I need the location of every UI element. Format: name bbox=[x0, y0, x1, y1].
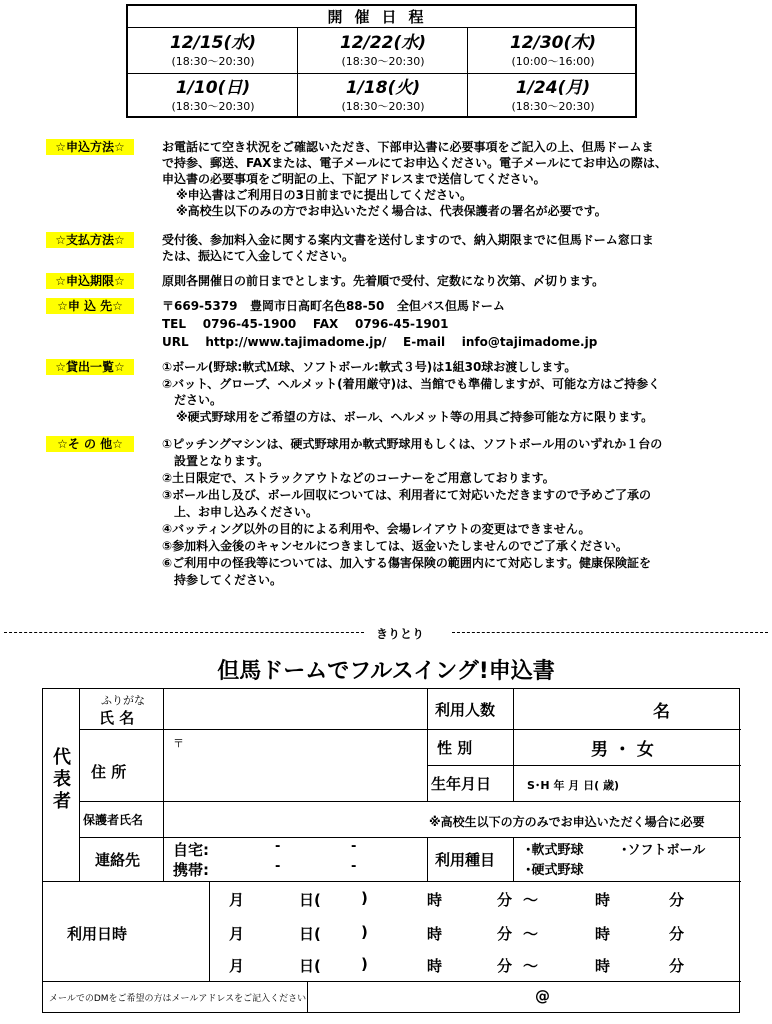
email-note: メールでのDMをご希望の方はメールアドレスをご記入ください bbox=[49, 994, 307, 1004]
apply-method-note: ※高校生以下のみの方でお申込いただく場合は、代表保護者の署名が必要です。 bbox=[176, 204, 607, 218]
schedule-time: (18:30〜20:30) bbox=[171, 55, 255, 68]
guardian-note: ※高校生以下の方のみでお申込いただく場合に必要 bbox=[429, 815, 705, 829]
grid-line bbox=[79, 801, 741, 802]
schedule-cell bbox=[468, 29, 638, 74]
schedule-time: (18:30〜20:30) bbox=[511, 100, 595, 113]
schedule-title: 開催日程 bbox=[128, 6, 635, 28]
other-line: ①ピッチングマシンは、硬式野球用か軟式野球用もしくは、ソフトボール用のいずれか１台の bbox=[162, 437, 663, 451]
hour-label: 時 bbox=[427, 957, 443, 975]
grid-line bbox=[163, 689, 164, 881]
name-label: 氏 名 bbox=[99, 709, 135, 727]
phone-dash: - bbox=[351, 859, 357, 874]
tilde: 〜 bbox=[523, 925, 539, 943]
grid-line bbox=[427, 837, 428, 881]
hour-label: 時 bbox=[427, 891, 443, 909]
schedule-date: 1/10(日) bbox=[175, 78, 251, 98]
schedule-cell bbox=[298, 29, 468, 74]
rental-line: ださい。 bbox=[174, 393, 223, 407]
grid-line bbox=[79, 729, 427, 730]
address-label: 住 所 bbox=[91, 763, 127, 781]
payment-line: 受付後、参加料入金に関する案内文書を送付しますので、納入期限までに但馬ドーム窓口ま bbox=[162, 233, 654, 247]
schedule-time: (10:00〜16:00) bbox=[511, 55, 595, 68]
other-line: ⑥ご利用中の怪我等については、加入する傷害保険の範囲内にて対応します。健康保険証を bbox=[162, 556, 651, 570]
minute-label: 分 bbox=[497, 925, 513, 943]
schedule-time: (18:30〜20:30) bbox=[341, 100, 425, 113]
payment-line: たは、振込にて入金してください。 bbox=[162, 249, 355, 263]
month-label: 月 bbox=[229, 957, 245, 975]
hour-label: 時 bbox=[427, 925, 443, 943]
minute-label: 分 bbox=[497, 957, 513, 975]
schedule-date: 1/24(月) bbox=[515, 78, 591, 98]
gender-label: 性 別 bbox=[437, 739, 473, 757]
hour-label: 時 bbox=[595, 891, 611, 909]
phone-dash: - bbox=[275, 839, 281, 854]
at-mark: @ bbox=[535, 987, 550, 1005]
minute-label: 分 bbox=[669, 925, 685, 943]
phone-dash: - bbox=[275, 859, 281, 874]
grid-line bbox=[513, 689, 514, 801]
paren-close: ) bbox=[361, 923, 368, 941]
schedule-time: (18:30〜20:30) bbox=[341, 55, 425, 68]
deadline-label: ☆申込期限☆ bbox=[46, 273, 134, 289]
furigana-label: ふりがな bbox=[101, 694, 145, 707]
rental-line: ①ボール(野球:軟式Ｍ球、ソフトボール:軟式３号)は1組30球お渡しします。 bbox=[162, 360, 577, 374]
grid-line bbox=[209, 881, 210, 981]
month-label: 月 bbox=[229, 891, 245, 909]
grid-line bbox=[43, 981, 741, 982]
home-phone-label: 自宅: bbox=[173, 841, 209, 859]
other-label: ☆そ の 他☆ bbox=[46, 436, 134, 452]
other-line: ②土日限定で、ストラックアウトなどのコーナーをご用意しております。 bbox=[162, 471, 555, 485]
contact-label: 連絡先 bbox=[95, 851, 141, 869]
apply-method-line: お電話にて空き状況をご確認いただき、下部申込書に必要事項をご記入の上、但馬ドームま bbox=[162, 140, 654, 154]
day-label: 日( bbox=[299, 925, 321, 943]
num-users-label: 利用人数 bbox=[435, 701, 496, 719]
grid-line bbox=[43, 881, 741, 882]
other-line: 持参してください。 bbox=[174, 573, 283, 587]
schedule-cell bbox=[128, 74, 298, 119]
other-line: ④バッティング以外の目的による利用や、会場レイアウトの変更はできません。 bbox=[162, 522, 591, 536]
deadline-line: 原則各開催日の前日までとします。先着順で受付、定数になり次第、〆切ります。 bbox=[162, 274, 605, 288]
postal-mark: 〒 bbox=[173, 737, 184, 750]
form-title: 但馬ドームでフルスイング!申込書 bbox=[217, 659, 555, 684]
people-unit: 名 bbox=[653, 702, 670, 722]
paren-close: ) bbox=[361, 889, 368, 907]
use-type-label: 利用種目 bbox=[435, 851, 496, 869]
day-label: 日( bbox=[299, 957, 321, 975]
minute-label: 分 bbox=[669, 957, 685, 975]
tilde: 〜 bbox=[523, 891, 539, 909]
grid-line bbox=[513, 837, 514, 881]
minute-label: 分 bbox=[669, 891, 685, 909]
other-line: ⑤参加料入金後のキャンセルにつきましては、返金いたしませんのでご了承ください。 bbox=[162, 539, 628, 553]
rental-label: ☆貸出一覧☆ bbox=[46, 359, 134, 375]
other-line: 設置となります。 bbox=[174, 454, 270, 468]
contact-line: TEL 0796-45-1900 FAX 0796-45-1901 bbox=[162, 317, 449, 331]
apply-method-line: 申込書の必要事項をご明記の上、下記アドレスまで送信してください。 bbox=[162, 172, 546, 186]
tilde: 〜 bbox=[523, 957, 539, 975]
payment-label: ☆支払方法☆ bbox=[46, 232, 134, 248]
day-label: 日( bbox=[299, 891, 321, 909]
minute-label: 分 bbox=[497, 891, 513, 909]
grid-line bbox=[307, 981, 308, 1013]
cut-line bbox=[4, 632, 364, 633]
birthday-label: 生年月日 bbox=[431, 775, 492, 793]
grid-line bbox=[79, 837, 741, 838]
application-form bbox=[42, 688, 740, 1013]
use-type-option: ･ソフトボール bbox=[621, 843, 706, 858]
mobile-phone-label: 携帯: bbox=[173, 861, 209, 879]
apply-method-line: で持参、郵送、FAXまたは、電子メールにてお申込ください。電子メールにてお申込の際は、 bbox=[162, 156, 667, 170]
use-type-option: ･硬式野球 bbox=[525, 863, 584, 878]
guardian-name-label: 保護者氏名 bbox=[83, 813, 144, 827]
schedule-cell bbox=[298, 74, 468, 119]
rental-note: ※硬式野球用をご希望の方は、ボール、ヘルメット等の用具ご持参可能な方に限ります。 bbox=[176, 410, 654, 424]
contact-label: ☆申 込 先☆ bbox=[46, 298, 134, 314]
cut-line bbox=[452, 632, 768, 633]
schedule-cell bbox=[468, 74, 638, 119]
use-type-option: ･軟式野球 bbox=[525, 843, 584, 858]
grid-line bbox=[79, 689, 80, 881]
schedule-date: 12/22(水) bbox=[339, 33, 427, 53]
schedule-time: (18:30〜20:30) bbox=[171, 100, 255, 113]
grid-line bbox=[427, 689, 428, 801]
grid-line bbox=[427, 729, 741, 730]
gender-options: 男 ・ 女 bbox=[591, 740, 654, 760]
contact-line: URL http://www.tajimadome.jp/ E-mail info@tajimadome.jp bbox=[162, 335, 598, 349]
use-datetime-label: 利用日時 bbox=[67, 925, 128, 943]
birthday-format: S･H 年 月 日( 歳) bbox=[527, 779, 620, 792]
representative-label: 代表者 bbox=[53, 747, 71, 812]
schedule-date: 1/18(火) bbox=[345, 78, 421, 98]
month-label: 月 bbox=[229, 925, 245, 943]
apply-method-note: ※申込書はご利用日の3日前までに提出してください。 bbox=[176, 188, 473, 202]
schedule-date: 12/15(水) bbox=[169, 33, 257, 53]
rental-line: ②バット、グローブ、ヘルメット(着用厳守)は、当館でも準備しますが、可能な方はご持参く bbox=[162, 377, 661, 391]
schedule-table bbox=[126, 4, 637, 118]
other-line: ③ボール出し及び、ボール回収については、利用者にて対応いただきますので予めご了承の bbox=[162, 488, 651, 502]
phone-dash: - bbox=[351, 839, 357, 854]
schedule-date: 12/30(木) bbox=[509, 33, 597, 53]
hour-label: 時 bbox=[595, 957, 611, 975]
hour-label: 時 bbox=[595, 925, 611, 943]
other-line: 上、お申し込みください。 bbox=[174, 505, 319, 519]
cut-label: きりとり bbox=[376, 627, 425, 641]
contact-line: 〒669-5379 豊岡市日高町名色88-50 全但バス但馬ドーム bbox=[162, 299, 505, 313]
paren-close: ) bbox=[361, 955, 368, 973]
schedule-cell bbox=[128, 29, 298, 74]
apply-method-label: ☆申込方法☆ bbox=[46, 139, 134, 155]
grid-line bbox=[427, 765, 741, 766]
